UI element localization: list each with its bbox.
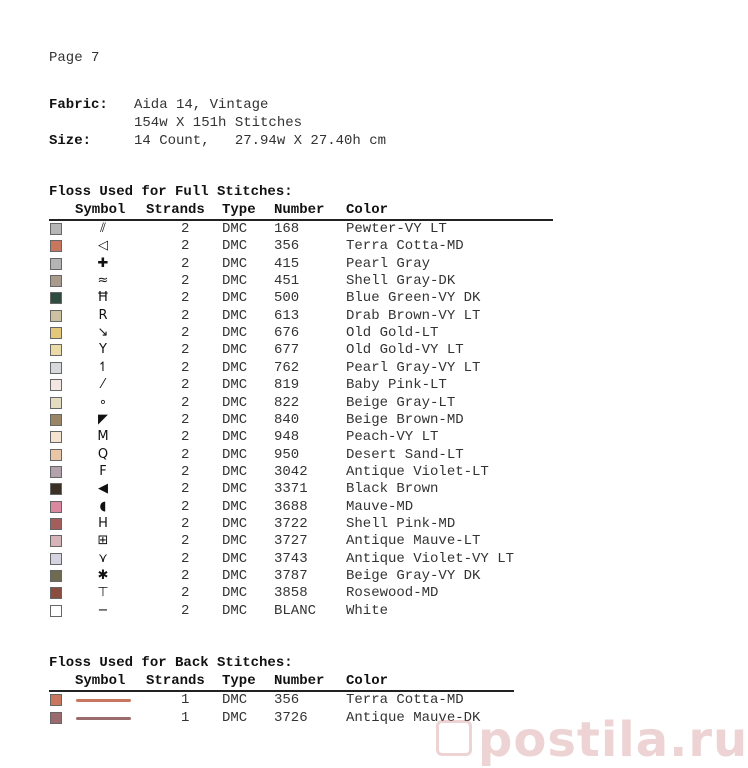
strands-value: 2 bbox=[181, 429, 190, 446]
floss-type: DMC bbox=[222, 446, 248, 463]
strands-value: 2 bbox=[181, 533, 190, 550]
floss-type: DMC bbox=[222, 585, 248, 602]
color-name: Blue Green-VY DK bbox=[346, 290, 481, 307]
floss-number: 840 bbox=[274, 411, 300, 428]
stitch-symbol: F bbox=[99, 463, 107, 479]
floss-type: DMC bbox=[222, 602, 248, 619]
color-name: Antique Violet-LT bbox=[346, 463, 489, 480]
stitch-symbol: H bbox=[98, 515, 108, 531]
color-swatch bbox=[50, 275, 62, 287]
stitch-symbol: ⋎ bbox=[98, 550, 108, 566]
floss-type: DMC bbox=[222, 290, 248, 307]
floss-number: 3042 bbox=[274, 463, 308, 480]
floss-type: DMC bbox=[222, 429, 248, 446]
floss-type: DMC bbox=[222, 498, 248, 515]
color-swatch bbox=[50, 501, 62, 513]
color-name: Terra Cotta-MD bbox=[346, 238, 464, 255]
floss-type: DMC bbox=[222, 221, 248, 237]
stitch-symbol: Ħ bbox=[97, 290, 109, 306]
strands-value: 2 bbox=[181, 238, 190, 255]
stitch-symbol: ≈ bbox=[97, 273, 109, 289]
stitch-symbol: ✱ bbox=[97, 568, 109, 583]
strands-value: 2 bbox=[181, 446, 190, 463]
strands-value: 2 bbox=[181, 377, 190, 394]
color-swatch bbox=[50, 344, 62, 356]
header-symbol: Symbol bbox=[75, 673, 126, 689]
color-swatch bbox=[50, 587, 62, 599]
stitch-symbol: ⊤ bbox=[97, 585, 109, 601]
color-name: Pearl Gray-VY LT bbox=[346, 359, 481, 376]
strands-value: 2 bbox=[181, 481, 190, 498]
floss-number: 762 bbox=[274, 359, 300, 376]
color-name: Black Brown bbox=[346, 481, 439, 498]
stitch-symbol: − bbox=[97, 602, 109, 618]
color-swatch bbox=[50, 553, 62, 565]
color-swatch bbox=[50, 449, 62, 461]
color-name: Drab Brown-VY LT bbox=[346, 307, 481, 324]
floss-type: DMC bbox=[222, 463, 248, 480]
stitch-symbol: ◁ bbox=[98, 238, 108, 254]
strands-value: 2 bbox=[181, 498, 190, 515]
floss-type: DMC bbox=[222, 515, 248, 532]
floss-number: 3743 bbox=[274, 550, 308, 567]
floss-type: DMC bbox=[222, 377, 248, 394]
strands-value: 2 bbox=[181, 411, 190, 428]
header-type: Type bbox=[222, 202, 256, 218]
stitch-symbol: ◀ bbox=[98, 481, 108, 497]
fabric-stitches: 154w X 151h Stitches bbox=[134, 115, 303, 131]
floss-number: 819 bbox=[274, 377, 300, 394]
stitch-symbol: M bbox=[97, 429, 109, 445]
color-swatch bbox=[50, 605, 62, 617]
color-name: Desert Sand-LT bbox=[346, 446, 464, 463]
strands-value: 2 bbox=[181, 602, 190, 619]
strands-value: 2 bbox=[181, 273, 190, 290]
color-name: Antique Mauve-LT bbox=[346, 533, 481, 550]
strands-value: 2 bbox=[181, 290, 190, 307]
stitch-symbol: ↿ bbox=[97, 359, 109, 375]
floss-number: BLANC bbox=[274, 602, 317, 619]
watermark: postila.ru bbox=[478, 712, 748, 768]
color-name: Beige Brown-MD bbox=[346, 411, 464, 428]
color-swatch bbox=[50, 535, 62, 547]
color-swatch bbox=[50, 483, 62, 495]
color-swatch bbox=[50, 258, 62, 270]
strands-value: 2 bbox=[181, 255, 190, 272]
floss-number: 3688 bbox=[274, 498, 308, 515]
stitch-symbol: ◖ bbox=[99, 498, 107, 514]
floss-number: 3722 bbox=[274, 515, 308, 532]
color-swatch bbox=[50, 414, 62, 426]
floss-type: DMC bbox=[222, 709, 248, 726]
color-swatch bbox=[50, 310, 62, 322]
floss-number: 3858 bbox=[274, 585, 308, 602]
size-label: Size: bbox=[49, 133, 92, 149]
floss-type: DMC bbox=[222, 273, 248, 290]
color-name: Pewter-VY LT bbox=[346, 221, 447, 237]
floss-type: DMC bbox=[222, 307, 248, 324]
strands-value: 2 bbox=[181, 342, 190, 359]
color-name: Antique Mauve-DK bbox=[346, 709, 481, 726]
strands-value: 2 bbox=[181, 463, 190, 480]
size-value: 14 Count, 27.94w X 27.40h cm bbox=[134, 133, 387, 149]
color-swatch bbox=[50, 327, 62, 339]
floss-type: DMC bbox=[222, 692, 248, 708]
color-swatch bbox=[50, 694, 62, 706]
strands-value: 2 bbox=[181, 359, 190, 376]
strands-value: 2 bbox=[181, 394, 190, 411]
stitch-symbol: Q bbox=[97, 446, 109, 462]
floss-number: 3787 bbox=[274, 568, 308, 584]
floss-number: 677 bbox=[274, 342, 300, 359]
header-symbol: Symbol bbox=[75, 202, 126, 218]
color-name: Pearl Gray bbox=[346, 255, 431, 272]
color-name: Antique Violet-VY LT bbox=[346, 550, 515, 567]
header-strands: Strands bbox=[146, 673, 205, 689]
stitch-symbol: ⊞ bbox=[97, 533, 109, 549]
color-name: Shell Pink-MD bbox=[346, 515, 456, 532]
stitch-symbol: R bbox=[98, 307, 108, 323]
header-strands: Strands bbox=[146, 202, 205, 218]
floss-type: DMC bbox=[222, 550, 248, 567]
color-name: Peach-VY LT bbox=[346, 429, 439, 446]
floss-type: DMC bbox=[222, 255, 248, 272]
full-stitches-title: Floss Used for Full Stitches: bbox=[49, 184, 293, 200]
floss-type: DMC bbox=[222, 359, 248, 376]
header-color: Color bbox=[346, 673, 389, 689]
watermark-logo-icon bbox=[436, 720, 472, 756]
color-swatch bbox=[50, 240, 62, 252]
color-swatch bbox=[50, 712, 62, 724]
fabric-label: Fabric: bbox=[49, 97, 108, 113]
floss-number: 356 bbox=[274, 238, 300, 255]
strands-value: 1 bbox=[181, 709, 190, 726]
backstitch-line bbox=[76, 717, 131, 720]
color-name: Rosewood-MD bbox=[346, 585, 439, 602]
stitch-symbol: ⫽ bbox=[100, 221, 106, 236]
floss-type: DMC bbox=[222, 481, 248, 498]
floss-number: 948 bbox=[274, 429, 300, 446]
full-header-rule bbox=[49, 219, 553, 221]
floss-number: 3727 bbox=[274, 533, 308, 550]
strands-value: 2 bbox=[181, 307, 190, 324]
page-label: Page 7 bbox=[49, 50, 100, 66]
color-name: Shell Gray-DK bbox=[346, 273, 456, 290]
fabric-value: Aida 14, Vintage bbox=[134, 97, 269, 113]
backstitch-line bbox=[76, 699, 131, 702]
floss-type: DMC bbox=[222, 411, 248, 428]
strands-value: 2 bbox=[181, 325, 190, 342]
color-swatch bbox=[50, 397, 62, 409]
color-name: Beige Gray-LT bbox=[346, 394, 456, 411]
stitch-symbol: ◤ bbox=[98, 411, 108, 427]
color-name: Beige Gray-VY DK bbox=[346, 568, 481, 584]
stitch-symbol: ⁄ bbox=[101, 377, 105, 393]
floss-number: 950 bbox=[274, 446, 300, 463]
floss-type: DMC bbox=[222, 533, 248, 550]
floss-number: 168 bbox=[274, 221, 300, 237]
floss-type: DMC bbox=[222, 325, 248, 342]
back-stitches-title: Floss Used for Back Stitches: bbox=[49, 655, 293, 671]
floss-type: DMC bbox=[222, 342, 248, 359]
color-swatch bbox=[50, 223, 62, 235]
floss-number: 822 bbox=[274, 394, 300, 411]
strands-value: 2 bbox=[181, 550, 190, 567]
stitch-symbol: ↘ bbox=[97, 325, 109, 341]
floss-number: 676 bbox=[274, 325, 300, 342]
color-name: Old Gold-LT bbox=[346, 325, 439, 342]
strands-value: 2 bbox=[181, 515, 190, 532]
strands-value: 1 bbox=[181, 692, 190, 708]
color-swatch bbox=[50, 362, 62, 374]
header-color: Color bbox=[346, 202, 389, 218]
color-name: White bbox=[346, 602, 389, 619]
stitch-symbol: ✚ bbox=[97, 255, 109, 271]
header-type: Type bbox=[222, 673, 256, 689]
stitch-symbol: ∘ bbox=[98, 394, 108, 410]
floss-number: 415 bbox=[274, 255, 300, 272]
floss-number: 613 bbox=[274, 307, 300, 324]
floss-type: DMC bbox=[222, 568, 248, 584]
strands-value: 2 bbox=[181, 568, 190, 584]
floss-number: 3726 bbox=[274, 709, 308, 726]
color-swatch bbox=[50, 570, 62, 582]
floss-number: 500 bbox=[274, 290, 300, 307]
color-name: Mauve-MD bbox=[346, 498, 414, 515]
floss-type: DMC bbox=[222, 238, 248, 255]
color-name: Baby Pink-LT bbox=[346, 377, 447, 394]
color-swatch bbox=[50, 518, 62, 530]
strands-value: 2 bbox=[181, 585, 190, 602]
color-name: Terra Cotta-MD bbox=[346, 692, 464, 708]
color-swatch bbox=[50, 379, 62, 391]
floss-number: 356 bbox=[274, 692, 300, 708]
floss-number: 3371 bbox=[274, 481, 308, 498]
color-swatch bbox=[50, 431, 62, 443]
color-swatch bbox=[50, 466, 62, 478]
strands-value: 2 bbox=[181, 221, 190, 237]
header-number: Number bbox=[274, 202, 325, 218]
header-number: Number bbox=[274, 673, 325, 689]
color-swatch bbox=[50, 292, 62, 304]
color-name: Old Gold-VY LT bbox=[346, 342, 464, 359]
floss-number: 451 bbox=[274, 273, 300, 290]
floss-type: DMC bbox=[222, 394, 248, 411]
stitch-symbol: Y bbox=[99, 342, 107, 358]
